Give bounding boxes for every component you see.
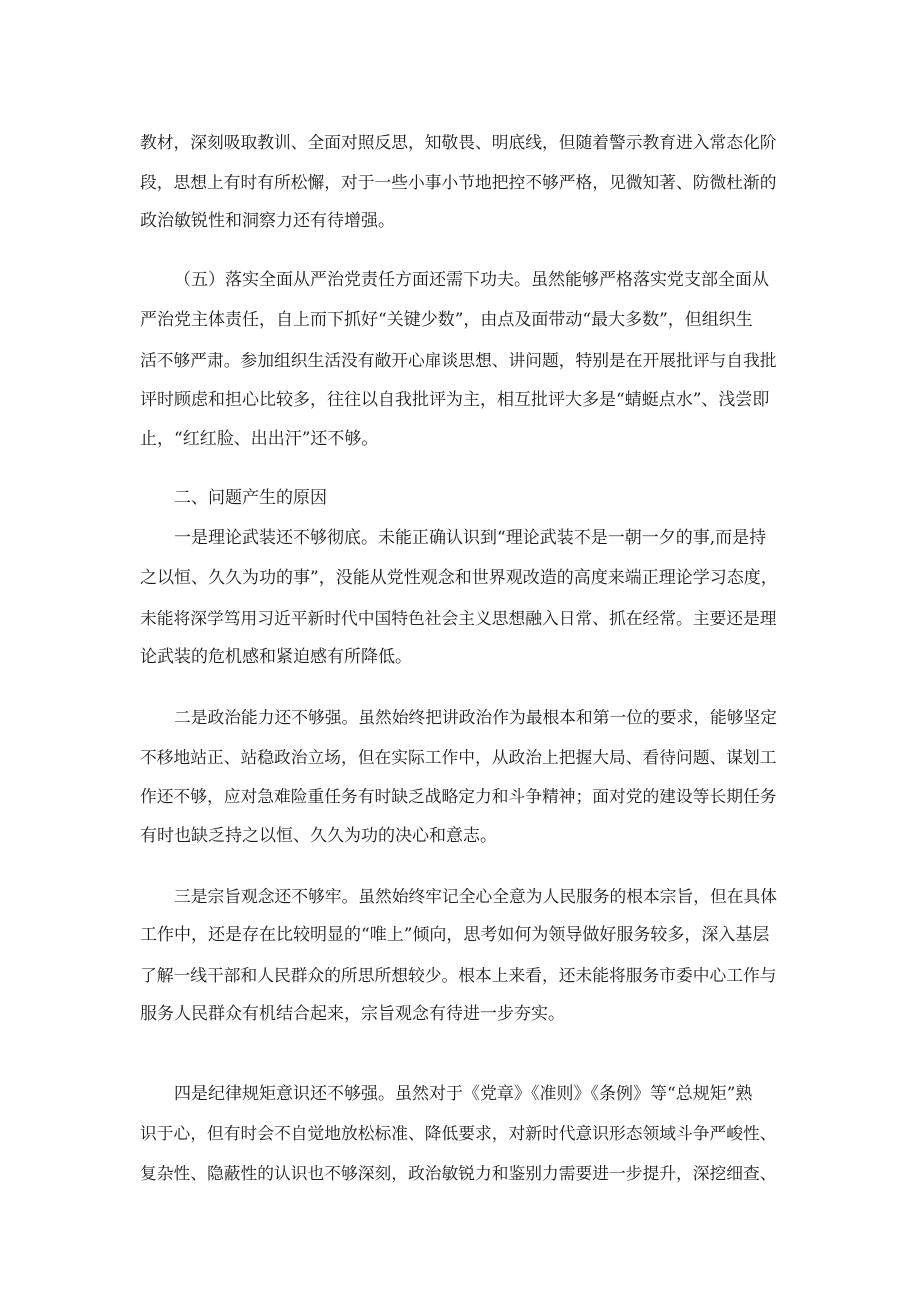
document-page: 教材，深刻吸取教训、全面对照反思，知敬畏、明底线，但随着警示教育进入常态化阶 段，思想上有时有所松懈，对于一些小事小节地把控不够严格，见微知著、防微杜渐的 政治敏锐性和洞察力还有待增强。 （五）落实全面从严治党责任方面还需下功夫。虽然能够严格落实党支部全面从 严治党主体责任，自上而下抓好“关键少数”，由点及面带动“最大多数”，但组织生 活不够严肃。参加组织生活没有敞开心扉谈思想、讲问题，特别是在开展批评与自我批 评时顾虑和担心比较多，往往以自我批评为主，相互批评大多是“蜻蜓点水”、浅尝即 止，“红红脸、出出汗”还不够。 二、问题产生的原因 一是理论武装还不够彻底。未能正确认识到“理论武装不是一朝一夕的事,而是持 之以恒、久久为功的事”，没能从党性观念和世界观改造的高度来端正理论学习态度， 未能将深学笃用习近平新时代中国特色社会主义思想融入日常、抓在经常。主要还是理 论武装的危机感和紧迫感有所降低。 二是政治能力还不够强。虽然始终把讲政治作为最根本和第一位的要求，能够坚定 不移地站正、站稳政治立场，但在实际工作中，从政治上把握大局、看待问题、谋划工 作还不够，应对急难险重任务有时缺乏战略定力和斗争精神；面对党的建设等长期任务 有时也缺乏持之以恒、久久为功的决心和意志。 三是宗旨观念还不够牢。虽然始终牢记全心全意为人民服务的根本宗旨，但在具体 工作中，还是存在比较明显的“唯上”倾向，思考如何为领导做好服务较多，深入基层 了解一线干部和人民群众的所思所想较少。根本上来看，还未能将服务市委中心工作与 服务人民群众有机结合起来，宗旨观念有待进一步夯实。 四是纪律规矩意识还不够强。虽然对于《党章》《准则》《条例》等“总规矩”熟 识于心，但有时会不自觉地放松标准、降低要求，对新时代意识形态领域斗争严峻性、 复杂性、隐蔽性的认识也不够深刻，政治敏锐力和鉴别力需要进一步提升，深挖细查、 [140,132,778,1183]
